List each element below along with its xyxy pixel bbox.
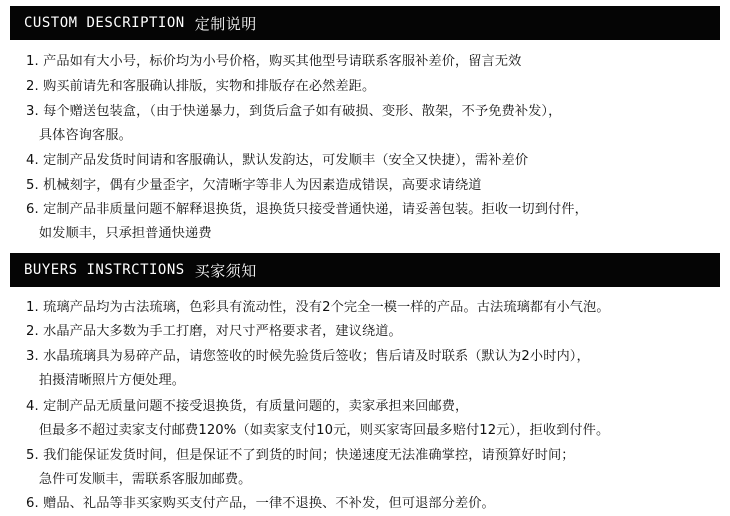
custom-item-6-cont: 如发顺丰，只承担普通快递费 (26, 226, 212, 241)
custom-item-2: 2. 购买前请先和客服确认排版，实物和排版存在必然差距。 (26, 79, 376, 94)
custom-item-3: 3. 每个赠送包装盒，（由于快递暴力，到货后盒子如有破损、变形、散架，不予免费补发）， (26, 104, 562, 119)
custom-item-3-cont: 具体咨询客服。 (26, 128, 132, 143)
custom-item-5: 5. 机械刻字，偶有少量歪字，欠清晰字等非人为因素造成错误，高要求请绕道 (26, 178, 482, 193)
buyers-item-1: 1. 琉璃产品均为古法琉璃，色彩具有流动性，没有2个完全一模一样的产品。古法琉璃都有小气泡。 (26, 300, 610, 315)
buyers-instructions-title-en: BUYERS INSTRCTIONS (24, 262, 185, 278)
buyers-instructions-title-cn: 买家须知 (194, 261, 257, 280)
custom-description-title-en: CUSTOM DESCRIPTION (24, 15, 185, 31)
buyers-item-3: 3. 水晶琉璃具为易碎产品，请您签收的时候先验货后签收；售后请及时联系（默认为2小时内）， (26, 349, 590, 364)
buyers-item-5: 5. 我们能保证发货时间，但是保证不了到货的时间；快递速度无法准确掌控，请预算好时间； (26, 448, 575, 463)
buyers-item-4: 4. 定制产品无质量问题不接受退换货，有质量问题的，卖家承担来回邮费， (26, 399, 469, 414)
custom-description-title-cn: 定制说明 (194, 14, 257, 33)
custom-description-header (10, 6, 720, 40)
buyers-item-6: 6. 赠品、礼品等非买家购买支付产品，一律不退换、不补发，但可退部分差价。 (26, 496, 495, 511)
custom-item-1: 1. 产品如有大小号，标价均为小号价格，购买其他型号请联系客服补差价，留言无效 (26, 54, 522, 69)
buyers-instructions-header (10, 253, 720, 287)
buyers-item-5-cont: 急件可发顺丰，需联系客服加邮费。 (26, 472, 252, 487)
buyers-item-4-cont: 但最多不超过卖家支付邮费120%（如卖家支付10元，则买家寄回最多赔付12元），拒收到付件。 (26, 423, 610, 438)
custom-item-6: 6. 定制产品非质量问题不解释退换货，退换货只接受普通快递，请妥善包装。拒收一切到付件， (26, 202, 588, 217)
buyers-item-3-cont: 拍摄清晰照片方便处理。 (26, 373, 186, 388)
custom-item-4: 4. 定制产品发货时间请和客服确认，默认发韵达，可发顺丰（安全又快捷），需补差价 (26, 153, 529, 168)
buyers-item-2: 2. 水晶产品大多数为手工打磨，对尺寸严格要求者，建议绕道。 (26, 324, 402, 339)
